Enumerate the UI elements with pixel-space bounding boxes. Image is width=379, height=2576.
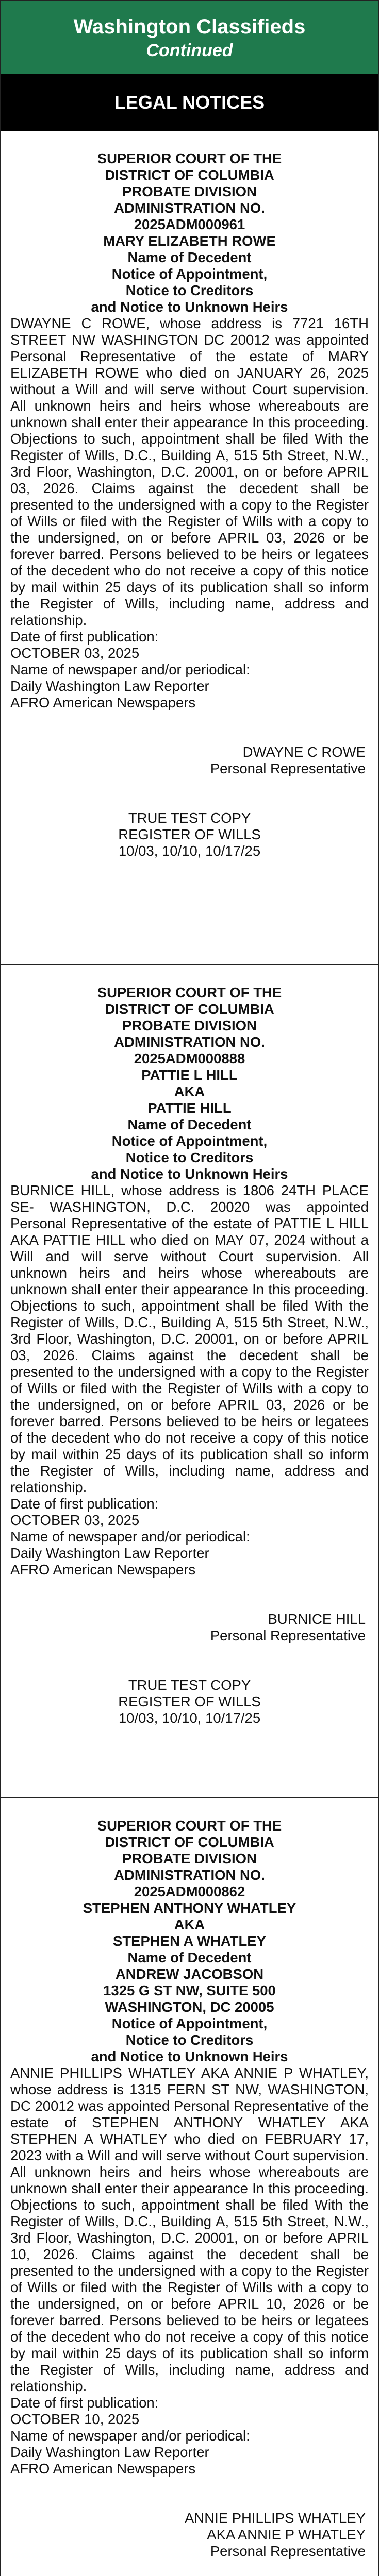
masthead-title: Washington Classifieds — [73, 15, 306, 38]
newspaper-label: Name of newspaper and/or periodical: — [10, 662, 250, 677]
publication-label: Date of first publication: — [10, 1496, 159, 1512]
case-number: 2025ADM000862 — [134, 1884, 245, 1900]
notice-body: DWAYNE C ROWE, whose address is 7721 16TH STREET NW WASHINGTON DC 20012 was appointed Personal Representative of the estate of MARY ELIZABETH ROWE who died on JANUARY 26, 2025 without a Will and will serve without Court supervision. All unknown heirs and heirs whose whereabouts are unknown shall enter their appearance In this proceeding. Objections to such, appointment shall be filed With the Register of Wills, D.C., Building A, 515 5th Street, N.W., 3rd Floor, Washington, D.C. 20001, on or before APRIL 03, 2026. Claims against the decedent shall be presented to the undersigned with a copy to the Register of Wills or filed with the Register of Wills with a copy to the undersigned, on or before APRIL 03, 2026 or be forever barred. Persons believed to be heirs or legatees of the decedent who do not receive a copy of this notice by mail within 25 days of its publication shall so inform the Register of Wills, including name, address and relationship. — [10, 315, 369, 628]
notice-heading: SUPERIOR COURT OF THE DISTRICT OF COLUMBIA PROBATE DIVISION ADMINISTRATION NO. 2025ADM000961 MARY ELIZABETH ROWE Name of Decedent Notice of Appointment, Notice to Creditors and Notice to Unknown Heirs — [10, 150, 369, 315]
newspaper-label: Name of newspaper and/or periodical: — [10, 2428, 250, 2444]
representative-title: Personal Representative — [210, 1628, 366, 1643]
notice-body: ANNIE PHILLIPS WHATLEY AKA ANNIE P WHATLEY, whose address is 1315 FERN ST NW, WASHINGTON, DC 20012 was appointed Personal Representative of the estate of STEPHEN ANTHONY WHATLEY AKA STEPHEN A WHATLEY who died on FEBRUARY 17, 2023 with a Will and will serve without Court supervision. All unknown heirs and heirs whose whereabouts are unknown shall enter their appearance In this proceeding. Objections to such, appointment shall be filed With the Register of Wills, D.C., Building A, 515 5th Street, N.W., 3rd Floor, Washington, D.C. 20001, on or before APRIL 10, 2026. Claims against the decedent shall be presented to the undersigned with a copy to the Register of Wills or filed with the Register of Wills with a copy to the undersigned, on or before APRIL 10, 2026 or be forever barred. Persons believed to be heirs or legatees of the decedent who do not receive a copy of this notice by mail within 25 days of its publication shall so inform the Register of Wills, including name, address and relationship. — [10, 2065, 369, 2394]
newspaper-name: Daily Washington Law Reporter — [10, 1545, 209, 1561]
masthead-subtitle: Continued — [146, 41, 233, 60]
representative-name: BURNICE HILL — [268, 1611, 366, 1627]
decedent-alias: STEPHEN A WHATLEY — [113, 1933, 266, 1949]
representative-name: DWAYNE C ROWE — [242, 744, 366, 760]
attorney-city: WASHINGTON, DC 20005 — [105, 1999, 274, 2015]
newspaper-name: Daily Washington Law Reporter — [10, 2444, 209, 2460]
signature-block — [10, 2510, 366, 2560]
legal-notice — [1, 964, 378, 1797]
representative-title: Personal Representative — [210, 760, 366, 776]
attorney-address: 1325 G ST NW, SUITE 500 — [103, 1982, 276, 1998]
publication-date: OCTOBER 10, 2025 — [10, 2411, 140, 2427]
notice-body: BURNICE HILL, whose address is 1806 24TH PLACE SE- WASHINGTON, D.C. 20020 was appointed Personal Representative of the estate of PATTIE L HILL AKA PATTIE HILL who died on MAY 07, 2024 without a Will and will serve without Court supervision. All unknown heirs and heirs whose whereabouts are unknown shall enter their appearance In this proceeding. Objections to such, appointment shall be filed With the Register of Wills, D.C., Building A, 515 5th Street, N.W., 3rd Floor, Washington, D.C. 20001, on or before APRIL 03, 2026. Claims against the decedent shall be presented to the undersigned with a copy to the Register of Wills or filed with the Register of Wills with a copy to the undersigned, on or before APRIL 03, 2026 or be forever barred. Persons believed to be heirs or legatees of the decedent who do not receive a copy of this notice by mail within 25 days of its publication shall so inform the Register of Wills, including name, address and relationship. — [10, 1182, 369, 1495]
decedent-name: PATTIE L HILL — [141, 1067, 238, 1083]
masthead — [1, 1, 378, 74]
decedent-alias: PATTIE HILL — [147, 1100, 232, 1116]
publication-label: Date of first publication: — [10, 629, 159, 645]
publication-date: OCTOBER 03, 2025 — [10, 1512, 140, 1528]
case-number: 2025ADM000888 — [134, 1050, 245, 1066]
section-title: LEGAL NOTICES — [1, 74, 378, 131]
notice-heading: SUPERIOR COURT OF THE DISTRICT OF COLUMBIA PROBATE DIVISION ADMINISTRATION NO. 2025ADM000862 STEPHEN ANTHONY WHATLEY AKA STEPHEN A WHATLEY Name of Decedent ANDREW JACOBSON 1325 G ST NW, SUITE 500 WASHINGTON, DC 20005 Notice of Appointment, Notice to Creditors and Notice to Unknown Heirs — [10, 1818, 369, 2065]
attorney-name: ANDREW JACOBSON — [115, 1966, 264, 1982]
legal-notice — [1, 131, 378, 964]
newspaper-label: Name of newspaper and/or periodical: — [10, 1529, 250, 1545]
newspaper-name: AFRO American Newspapers — [10, 694, 196, 710]
case-number: 2025ADM000961 — [134, 216, 245, 232]
decedent-name: STEPHEN ANTHONY WHATLEY — [83, 1900, 296, 1916]
publication-label: Date of first publication: — [10, 2395, 159, 2411]
representative-alias: AKA ANNIE P WHATLEY — [207, 2527, 366, 2543]
representative-name: ANNIE PHILLIPS WHATLEY — [185, 2510, 366, 2526]
publication-dates: 10/03, 10/10, 10/17/25 — [118, 1710, 261, 1726]
decedent-name: MARY ELIZABETH ROWE — [103, 233, 276, 249]
legal-notice — [1, 1797, 378, 2576]
signature-block — [10, 1611, 366, 1644]
newspaper-name: AFRO American Newspapers — [10, 1562, 196, 1578]
newspaper-name: Daily Washington Law Reporter — [10, 678, 209, 694]
publication-date: OCTOBER 03, 2025 — [10, 645, 140, 661]
notice-heading: SUPERIOR COURT OF THE DISTRICT OF COLUMBIA PROBATE DIVISION ADMINISTRATION NO. 2025ADM000888 PATTIE L HILL AKA PATTIE HILL Name of Decedent Notice of Appointment, Notice to Creditors and Notice to Unknown Heirs — [10, 985, 369, 1182]
representative-title: Personal Representative — [210, 2543, 366, 2559]
signature-block — [10, 744, 366, 777]
certification-block: TRUE TEST COPY REGISTER OF WILLS 10/03, 10/10, 10/17/25 — [10, 1677, 369, 1726]
publication-dates: 10/03, 10/10, 10/17/25 — [118, 843, 261, 859]
newspaper-name: AFRO American Newspapers — [10, 2461, 196, 2477]
certification-block: TRUE TEST COPY REGISTER OF WILLS 10/03, 10/10, 10/17/25 — [10, 810, 369, 859]
